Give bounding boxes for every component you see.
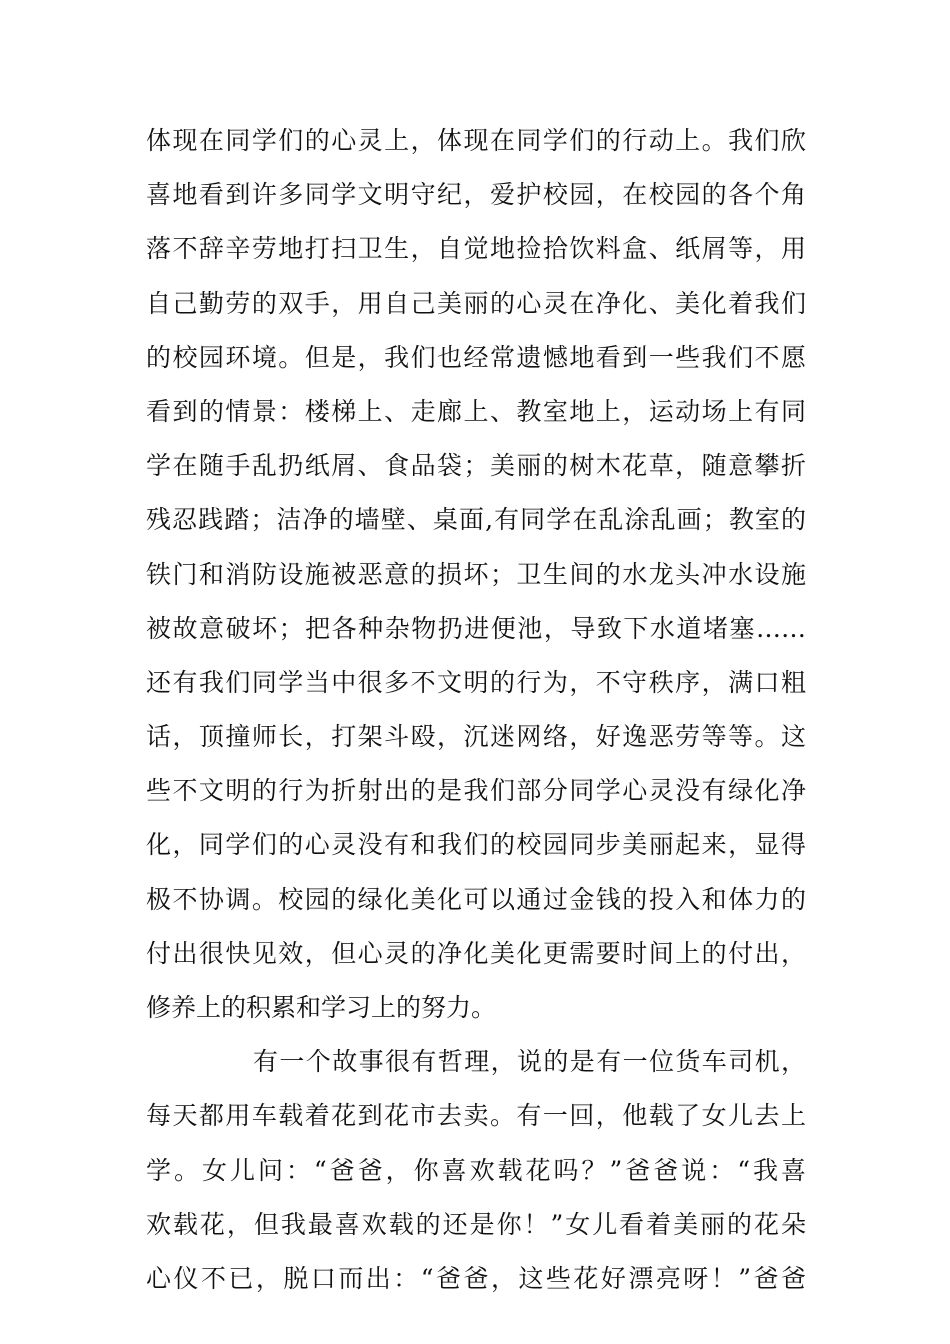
text-line: 化，同学们的心灵没有和我们的校园同步美丽起来，显得 xyxy=(146,830,806,860)
paragraph-last-line: 修养上的积累和学习上的努力。 xyxy=(146,993,497,1022)
text-line: 话，顶撞师长，打架斗殴，沉迷网络，好逸恶劳等等。这 xyxy=(146,722,806,752)
text-line: 欢载花，但我最喜欢载的还是你！”女儿看着美丽的花朵 xyxy=(146,1209,806,1239)
text-line: 学在随手乱扔纸屑、食品袋；美丽的树木花草，随意攀折 xyxy=(146,451,806,481)
text-line: 落不辞辛劳地打扫卫生，自觉地捡拾饮料盒、纸屑等，用 xyxy=(146,234,806,264)
text-line: 学。女儿问：“爸爸，你喜欢载花吗？”爸爸说：“我喜 xyxy=(146,1155,806,1185)
text-line: 被故意破坏；把各种杂物扔进便池，导致下水道堵塞…… xyxy=(146,613,806,643)
text-line: 看到的情景：楼梯上、走廊上、教室地上，运动场上有同 xyxy=(146,396,806,426)
text-line: 还有我们同学当中很多不文明的行为，不守秩序，满口粗 xyxy=(146,667,806,697)
text-line: 的校园环境。但是，我们也经常遗憾地看到一些我们不愿 xyxy=(146,342,806,372)
text-line: 心仪不已，脱口而出：“爸爸，这些花好漂亮呀！”爸爸 xyxy=(146,1263,806,1293)
text-line: 铁门和消防设施被恶意的损坏；卫生间的水龙头冲水设施 xyxy=(146,559,806,589)
text-line: 喜地看到许多同学文明守纪，爱护校园，在校园的各个角 xyxy=(146,180,806,210)
text-line: 极不协调。校园的绿化美化可以通过金钱的投入和体力的 xyxy=(146,884,806,914)
body-text xyxy=(146,114,806,1306)
text-line: 自己勤劳的双手，用自己美丽的心灵在净化、美化着我们 xyxy=(146,288,806,318)
paragraph-first-line: 有一个故事很有哲理，说的是有一位货车司机， xyxy=(253,1047,806,1077)
text-line: 些不文明的行为折射出的是我们部分同学心灵没有绿化净 xyxy=(146,776,806,806)
text-line: 付出很快见效，但心灵的净化美化更需要时间上的付出， xyxy=(146,938,806,968)
text-line: 残忍践踏；洁净的墙壁、桌面,有同学在乱涂乱画；教室的 xyxy=(146,505,806,535)
text-line: 体现在同学们的心灵上，体现在同学们的行动上。我们欣 xyxy=(146,126,806,155)
text-line: 每天都用车载着花到花市去卖。有一回，他载了女儿去上 xyxy=(146,1101,806,1131)
